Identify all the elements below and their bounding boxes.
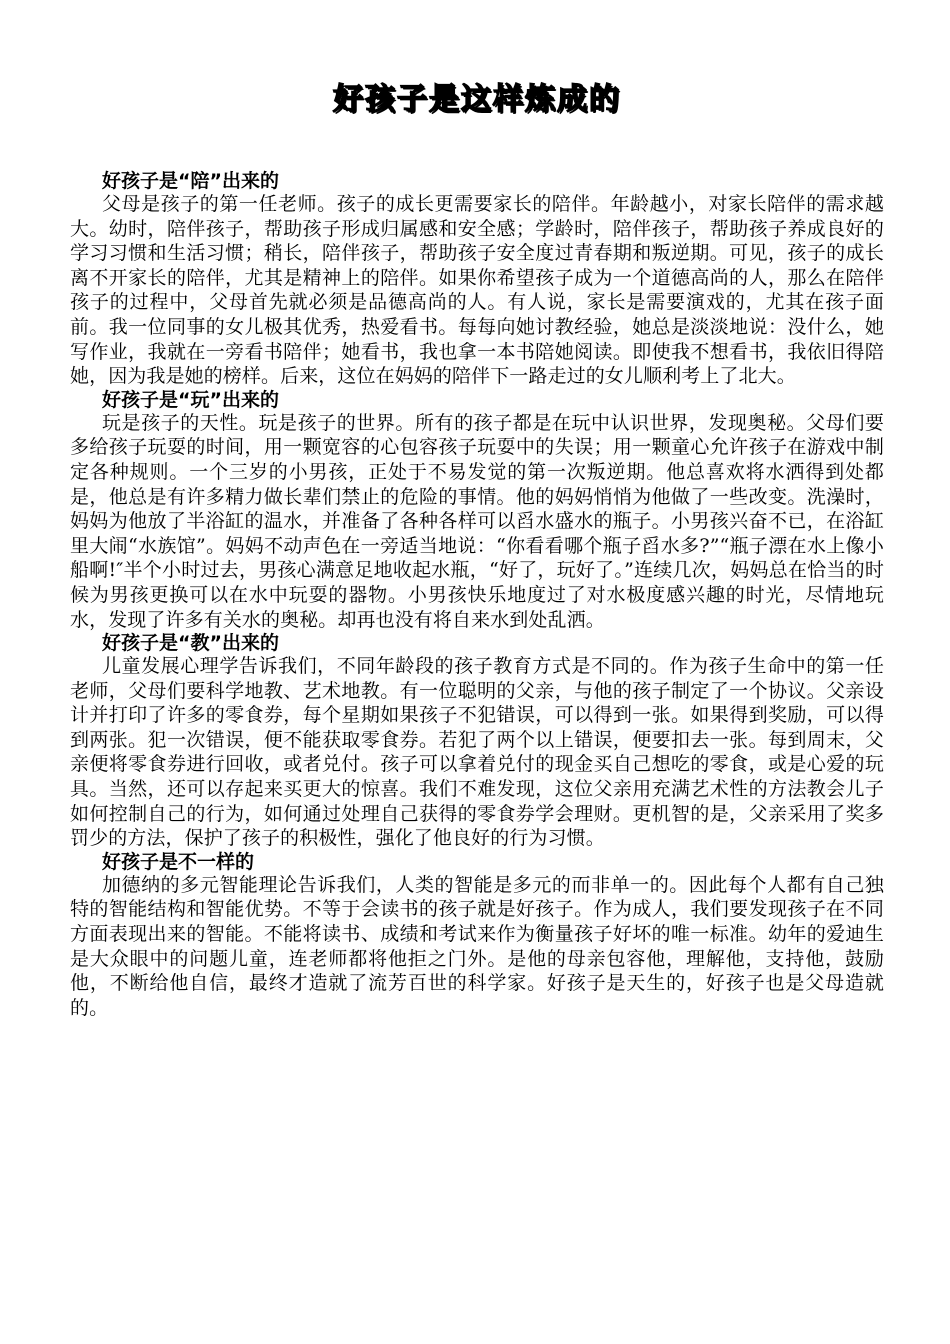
section-heading: 好孩子是“玩”出来的	[102, 388, 279, 411]
section-play	[70, 389, 884, 632]
section-paragraph: 玩是孩子的天性。玩是孩子的世界。所有的孩子都是在玩中认识世界，发现奥秘。父母们要多给孩子玩耍的时间，用一颗宽容的心包容孩子玩耍中的失误；用一颗童心允许孩子在游戏中制定各种规则。一个三岁的小男孩，正处于不易发觉的第一次叛逆期。他总喜欢将水洒得到处都是，他总是有许多精力做长辈们禁止的危险的事情。他的妈妈悄悄为他做了一些改变。洗澡时，妈妈为他放了半浴缸的温水，并准备了各种各样可以舀水盛水的瓶子。小男孩兴奋不已，在浴缸里大闹“水族馆”。妈妈不动声色在一旁适当地说：“你看看哪个瓶子舀水多?”“瓶子漂在水上像小船啊!″半个小时过去，男孩心满意足地收起水瓶，“好了，玩好了。”连续几次，妈妈总在恰当的时候为男孩更换可以在水中玩耍的器物。小男孩快乐地度过了对水极度感兴趣的时光，尽情地玩水，发现了许多有关水的奥秘。却再也没有将自来水到处乱洒。	[70, 411, 884, 631]
section-heading: 好孩子是“陪”出来的	[102, 170, 279, 192]
document-page	[70, 78, 884, 1020]
document-title: 好孩子是这样炼成的	[333, 82, 621, 117]
section-teach	[70, 632, 884, 851]
section-heading: 好孩子是不一样的	[102, 850, 255, 873]
section-accompany	[70, 170, 884, 389]
section-paragraph: 父母是孩子的第一任老师。孩子的成长更需要家长的陪伴。年龄越小，对家长陪伴的需求越大。幼时，陪伴孩子，帮助孩子形成归属感和安全感；学龄时，陪伴孩子，帮助孩子养成良好的学习习惯和生活习惯；稍长，陪伴孩子，帮助孩子安全度过青春期和叛逆期。可见，孩子的成长离不开家长的陪伴，尤其是精神上的陪伴。如果你希望孩子成为一个道德高尚的人，那么在陪伴孩子的过程中，父母首先就必须是品德高尚的人。有人说，家长是需要演戏的，尤其在孩子面前。我一位同事的女儿极其优秀，热爱看书。每每向她讨教经验，她总是淡淡地说：没什么，她写作业，我就在一旁看书陪伴；她看书，我也拿一本书陪她阅读。即使我不想看书，我依旧得陪她，因为我是她的榜样。后来，这位在妈妈的陪伴下一路走过的女儿顺利考上了北大。	[70, 193, 884, 388]
section-paragraph: 儿童发展心理学告诉我们，不同年龄段的孩子教育方式是不同的。作为孩子生命中的第一任老师，父母们要科学地教、艺术地教。有一位聪明的父亲，与他的孩子制定了一个协议。父亲设计并打印了许多的零食券，每个星期如果孩子不犯错误，可以得到一张。如果得到奖励，可以得到两张。犯一次错误，便不能获取零食券。若犯了两个以上错误，便要扣去一张。每到周末，父亲便将零食券进行回收，或者兑付。孩子可以拿着兑付的现金买自己想吃的零食，或是心爱的玩具。当然，还可以存起来买更大的惊喜。我们不难发现，这位父亲用充满艺术性的方法教会儿子如何控制自己的行为，如何通过处理自己获得的零食券学会理财。更机智的是，父亲采用了奖多罚少的方法，保护了孩子的积极性，强化了他良好的行为习惯。	[70, 655, 884, 850]
section-heading: 好孩子是“教”出来的	[102, 632, 279, 655]
section-paragraph: 加德纳的多元智能理论告诉我们，人类的智能是多元的而非单一的。因此每个人都有自己独特的智能结构和智能优势。不等于会读书的孩子就是好孩子。作为成人，我们要发现孩子在不同方面表现出来的智能。不能将读书、成绩和考试来作为衡量孩子好坏的唯一标准。幼年的爱迪生是大众眼中的问题儿童，连老师都将他拒之门外。是他的母亲包容他，理解他，支持他，鼓励他，不断给他自信，最终才造就了流芳百世的科学家。好孩子是天生的，好孩子也是父母造就的。	[70, 873, 884, 1019]
section-different	[70, 851, 884, 1021]
